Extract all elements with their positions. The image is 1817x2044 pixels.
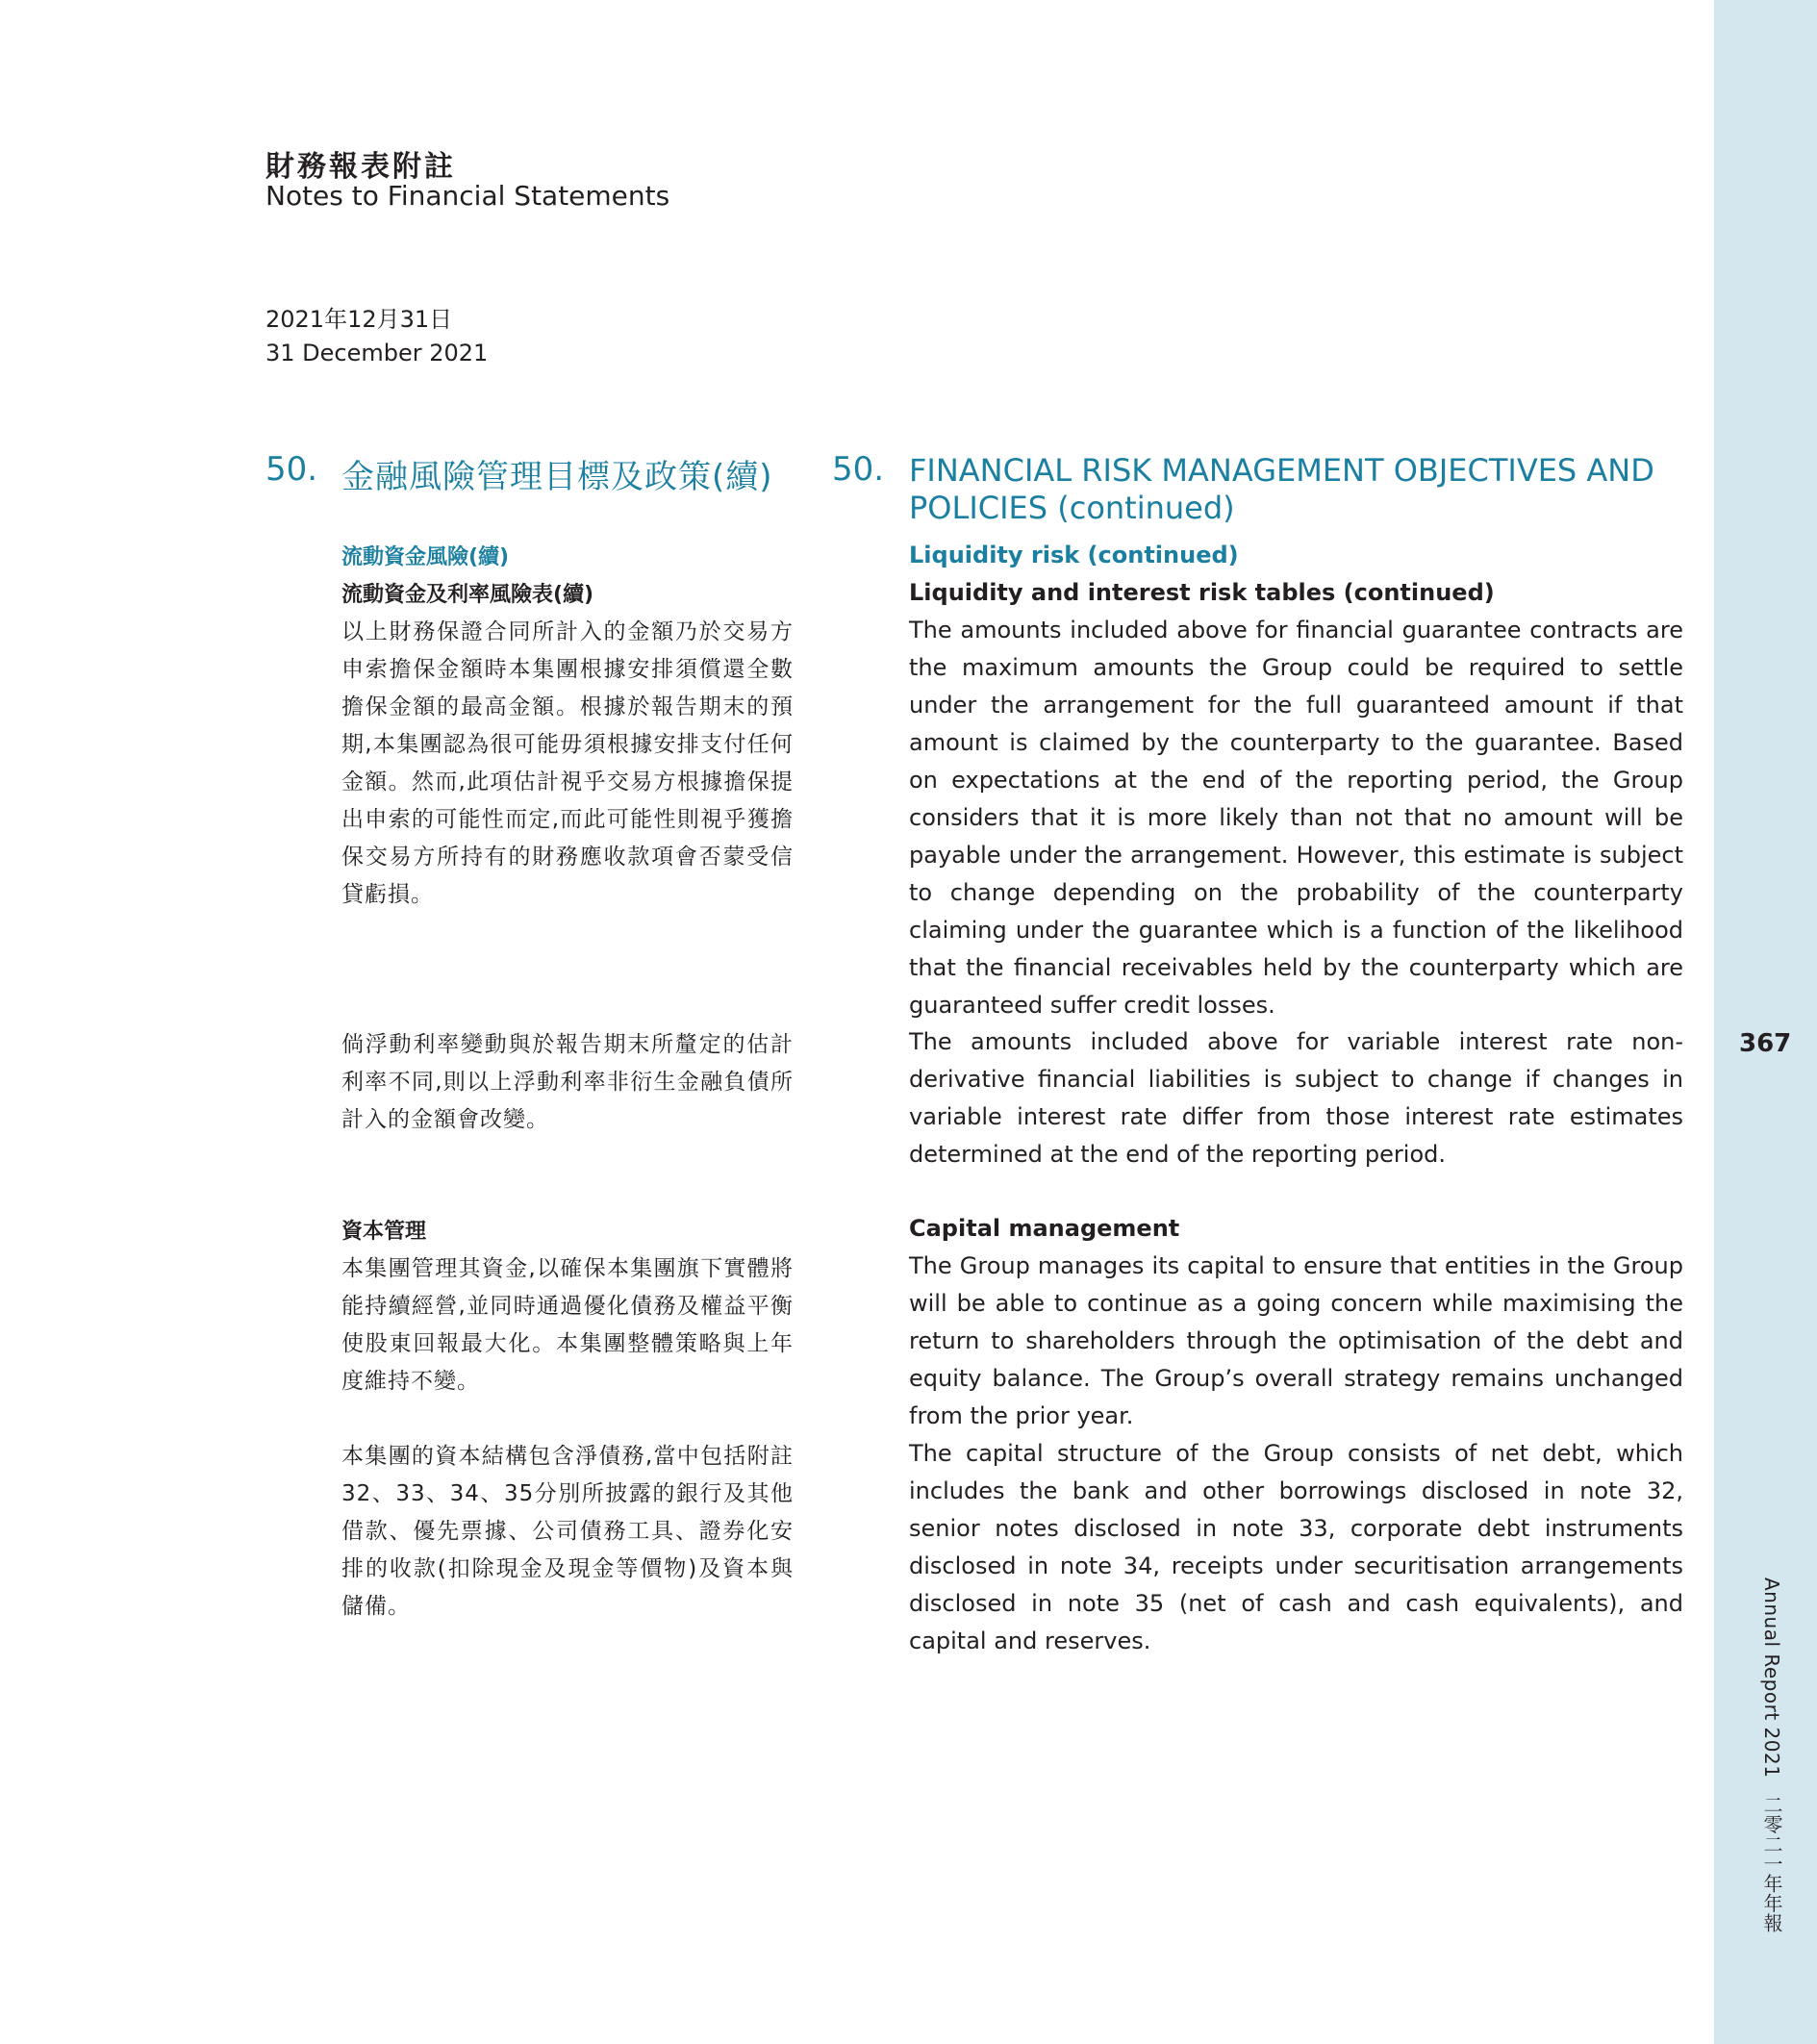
page-title-zh: 財務報表附註 bbox=[265, 150, 456, 184]
zh-block-liquidity bbox=[341, 539, 794, 914]
zh-block-variable-rate bbox=[341, 1026, 794, 1139]
page-number: 367 bbox=[1739, 1029, 1792, 1058]
section-number-zh: 50. bbox=[265, 450, 318, 489]
en-block-liquidity bbox=[909, 537, 1683, 1024]
en-block-structure bbox=[909, 1435, 1683, 1660]
date-zh: 2021年12月31日 bbox=[265, 306, 453, 333]
zh-block-structure bbox=[341, 1438, 794, 1626]
report-label-zh: 二零二一年年報 bbox=[1760, 1795, 1783, 1933]
zh-paragraph-capital: 本集團管理其資金,以確保本集團旗下實體將能持續經營,並同時通過優化債務及權益平衡使股東回報最大化。本集團整體策略與上年度維持不變。 bbox=[341, 1256, 794, 1394]
section-number-en: 50. bbox=[832, 450, 885, 489]
zh-subheading-capital: 資本管理 bbox=[341, 1220, 427, 1244]
zh-paragraph-structure: 本集團的資本結構包含淨債務,當中包括附註32、33、34、35分別所披露的銀行及其他借款、優先票據、公司債務工具、證券化安排的收款(扣除現金及現金等價物)及資本與儲備。 bbox=[341, 1444, 794, 1619]
date-en: 31 December 2021 bbox=[265, 340, 489, 366]
en-paragraph-capital: The Group manages its capital to ensure that entities in the Group will be able to continue as a going concern while maximising the return to shareholders through the optimisation of the debt and equity balance. The Group’s overall strategy remains unchanged from the prior year. bbox=[909, 1252, 1683, 1429]
en-subheading-capital: Capital management bbox=[909, 1215, 1180, 1242]
section-title-en: FINANCIAL RISK MANAGEMENT OBJECTIVES AND POLICIES (continued) bbox=[909, 452, 1654, 526]
en-block-capital bbox=[909, 1210, 1683, 1435]
en-subheading-liquidity: Liquidity risk (continued) bbox=[909, 542, 1239, 568]
zh-block-capital bbox=[341, 1213, 794, 1401]
zh-subheading-tables: 流動資金及利率風險表(續) bbox=[341, 583, 594, 607]
report-label bbox=[1758, 1577, 1786, 1933]
page-title-en: Notes to Financial Statements bbox=[265, 180, 670, 212]
en-paragraph-guarantee: The amounts included above for financial guarantee contracts are the maximum amounts the Group could be required to settle under the arrangement for the full guaranteed amount if that amount is claimed by the counterparty to the guarantee. Based on expectations at the end of the reporting period, the Group considers that it is more likely than not that no amount will be payable under the arrangement. However, this estimate is subject to change depending on the probability of the counterparty claiming under the guarantee which is a function of the likelihood that the financial receivables held by the counterparty which are guaranteed suffer credit losses. bbox=[909, 617, 1683, 1019]
zh-subheading-liquidity: 流動資金風險(續) bbox=[341, 545, 510, 569]
en-paragraph-structure: The capital structure of the Group consists of net debt, which includes the bank and other borrowings disclosed in note 32, senior notes disclosed in note 33, corporate debt instruments disclosed in note 34, receipts under securitisation arrangements disclosed in note 35 (net of cash and cash equivalents), and capital and reserves. bbox=[909, 1440, 1683, 1654]
en-subheading-tables: Liquidity and interest risk tables (continued) bbox=[909, 579, 1495, 606]
en-block-variable-rate bbox=[909, 1023, 1683, 1173]
zh-paragraph-variable-rate: 倘浮動利率變動與於報告期末所釐定的估計利率不同,則以上浮動利率非衍生金融負債所計入的金額會改變。 bbox=[341, 1032, 794, 1132]
section-title-zh: 金融風險管理目標及政策(續) bbox=[341, 458, 773, 496]
report-label-en: Annual Report 2021 bbox=[1760, 1577, 1783, 1779]
en-paragraph-variable-rate: The amounts included above for variable interest rate non-derivative financial liabilities is subject to change if changes in variable interest rate differ from those interest rate estimates determined at the end of the reporting period. bbox=[909, 1028, 1683, 1168]
zh-paragraph-guarantee: 以上財務保證合同所計入的金額乃於交易方申索擔保金額時本集團根據安排須償還全數擔保金額的最高金額。根據於報告期末的預期,本集團認為很可能毋須根據安排支付任何金額。然而,此項估計視乎交易方根據擔保提出申索的可能性而定,而此可能性則視乎獲擔保交易方所持有的財務應收款項會否蒙受信貸虧損。 bbox=[341, 619, 794, 907]
